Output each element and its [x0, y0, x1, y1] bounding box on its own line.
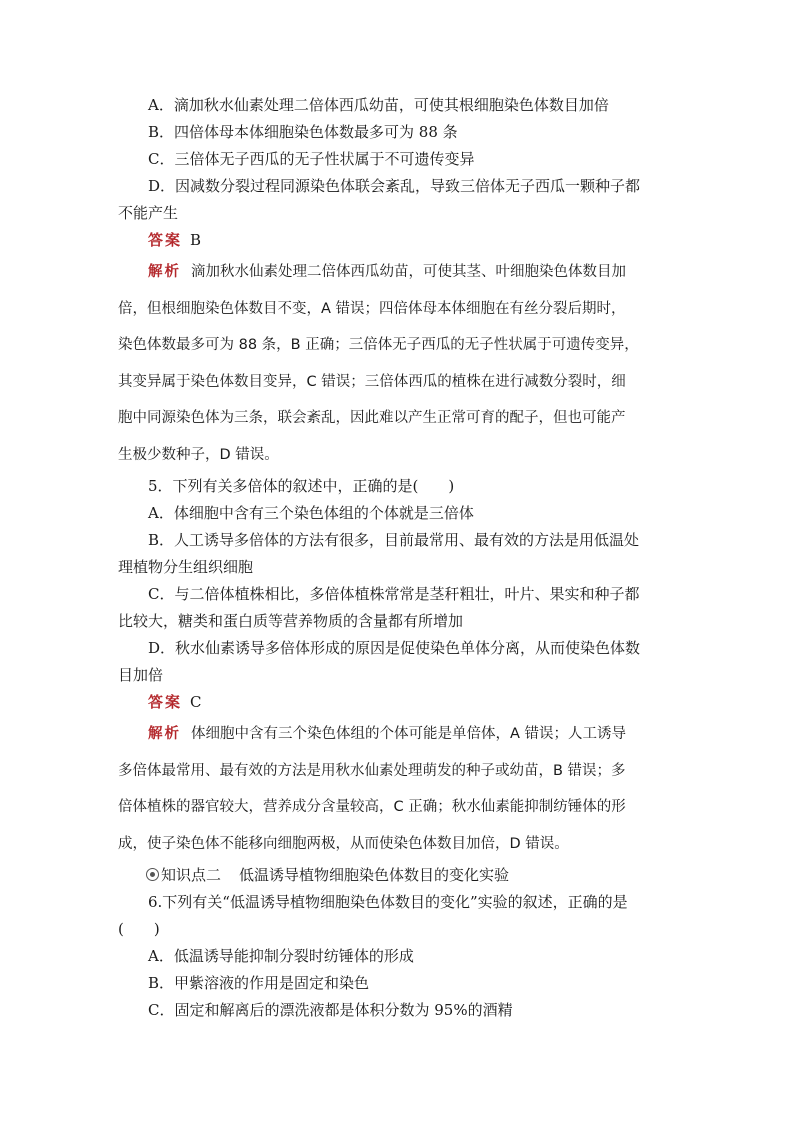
q4-option-c: C．三倍体无子西瓜的无子性状属于不可遗传变异: [148, 150, 475, 168]
q6-option-b: B．甲紫溶液的作用是固定和染色: [148, 974, 370, 992]
answer-value: C: [190, 693, 202, 711]
q6-stem-continued: ( ): [118, 920, 160, 938]
q4-option-b: B．四倍体母本体细胞染色体数最多可为 88 条: [148, 123, 458, 141]
explanation-line: 生极少数种子，D 错误。: [118, 446, 279, 463]
explanation-label: 解析: [148, 726, 181, 742]
explanation-line: 多倍体最常用、最有效的方法是用秋水仙素处理萌发的种子或幼苗，B 错误；多: [118, 762, 626, 779]
q5-option-c-continued: 比较大，糖类和蛋白质等营养物质的含量都有所增加: [118, 612, 464, 630]
document-page: [118, 92, 684, 1024]
knowledge-point-label: 知识点二: [161, 866, 222, 884]
q5-option-b: B．人工诱导多倍体的方法有很多，目前最常用、最有效的方法是用低温处: [148, 531, 640, 549]
target-icon: [146, 868, 159, 881]
knowledge-point-heading: [118, 862, 684, 889]
explanation-line: 其变异属于染色体数目变异，C 错误；三倍体西瓜的植株在进行减数分裂时，细: [118, 373, 626, 390]
q6-option-a: A．低温诱导能抑制分裂时纺锤体的形成: [148, 947, 414, 965]
q4-answer: [118, 227, 684, 254]
explanation-line: 胞中同源染色体为三条，联会紊乱，因此难以产生正常可育的配子，但也可能产: [118, 410, 626, 426]
q5-option-a: A．体细胞中含有三个染色体组的个体就是三倍体: [148, 504, 474, 522]
q4-explanation: [118, 254, 684, 473]
q5-explanation: [118, 716, 684, 862]
explanation-line: 成，使子染色体不能移向细胞两极，从而使染色体数目加倍，D 错误。: [118, 835, 569, 852]
q4-option-d: D．因减数分裂过程同源染色体联会紊乱，导致三倍体无子西瓜一颗种子都: [148, 177, 641, 195]
explanation-line: 倍体植株的器官较大，营养成分含量较高，C 正确；秋水仙素能抑制纺锤体的形: [118, 799, 626, 815]
q5-option-b-continued: 理植物分生组织细胞: [118, 558, 254, 576]
q5-option-c: C．与二倍体植株相比，多倍体植株常常是茎秆粗壮，叶片、果实和种子都: [148, 585, 640, 603]
explanation-line: 解析 滴加秋水仙素处理二倍体西瓜幼苗，可使其茎、叶细胞染色体数目加: [148, 264, 626, 280]
knowledge-point-title: 低温诱导植物细胞染色体数目的变化实验: [239, 866, 510, 884]
explanation-line: 解析 体细胞中含有三个染色体组的个体可能是单倍体，A 错误；人工诱导: [148, 726, 627, 742]
q4-option-a: A．滴加秋水仙素处理二倍体西瓜幼苗，可使其根细胞染色体数目加倍: [148, 96, 609, 114]
q5-option-d-continued: 目加倍: [118, 666, 164, 684]
q4-option-d-continued: 不能产生: [118, 204, 179, 222]
explanation-line: 染色体数最多可为 88 条，B 正确；三倍体无子西瓜的无子性状属于可遗传变异，: [118, 337, 639, 353]
explanation-line: 倍，但根细胞染色体数目不变，A 错误；四倍体母本体细胞在有丝分裂后期时，: [118, 300, 626, 317]
q6-option-c: C．固定和解离后的漂洗液都是体积分数为 95%的酒精: [148, 1001, 513, 1019]
answer-label: 答案: [148, 693, 183, 711]
answer-label: 答案: [148, 231, 183, 249]
q5-option-d: D．秋水仙素诱导多倍体形成的原因是促使染色单体分离，从而使染色体数: [148, 639, 641, 657]
answer-value: B: [190, 231, 202, 249]
q5-answer: [118, 689, 684, 716]
q6-stem: 6.下列有关“低温诱导植物细胞染色体数目的变化”实验的叙述，正确的是: [148, 893, 628, 911]
q5-stem: 5．下列有关多倍体的叙述中，正确的是( ): [148, 477, 455, 495]
explanation-label: 解析: [148, 264, 181, 280]
